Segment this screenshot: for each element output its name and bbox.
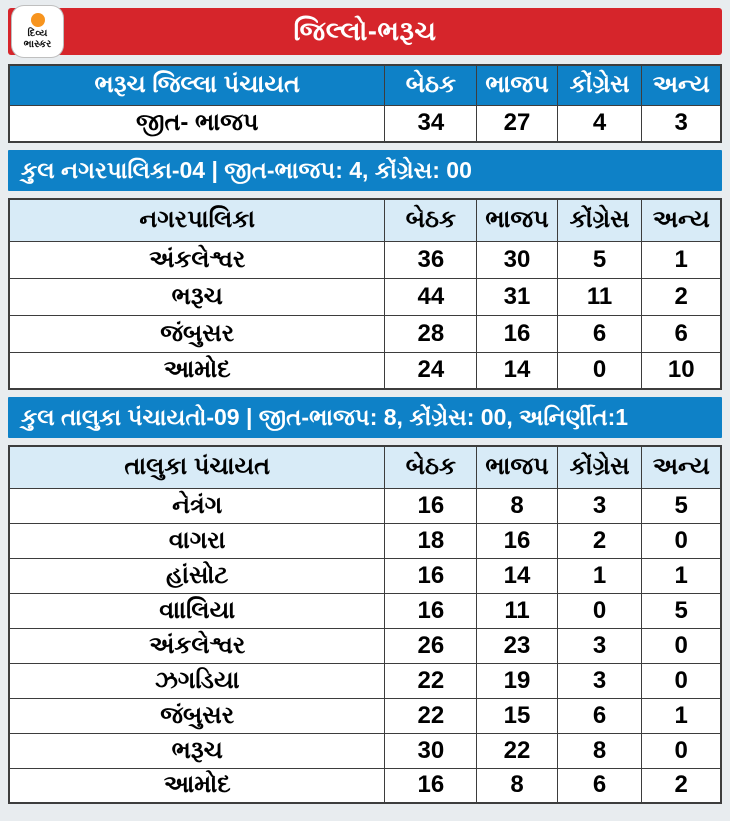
row-label: જીત- ભાજપ: [9, 105, 385, 142]
cell-seats: 22: [385, 698, 477, 733]
column-header-seats: બેઠક: [385, 199, 477, 241]
logo-text-line2: ભાસ્કર: [23, 38, 52, 50]
row-label: અંકલેશ્વર: [9, 628, 385, 663]
row-label: આમોદ: [9, 352, 385, 389]
cell-other: 2: [642, 768, 721, 803]
cell-congress: 5: [557, 241, 642, 278]
cell-other: 1: [642, 558, 721, 593]
cell-other: 5: [642, 593, 721, 628]
cell-bjp: 30: [477, 241, 557, 278]
district-table: [8, 64, 722, 143]
cell-other: 1: [642, 241, 721, 278]
column-header-bjp: ભાજપ: [477, 199, 557, 241]
cell-seats: 22: [385, 663, 477, 698]
table-row: [9, 628, 721, 663]
taluka-table: [8, 445, 722, 804]
cell-bjp: 16: [477, 315, 557, 352]
table-row: [9, 278, 721, 315]
column-header-congress: કોંગ્રેસ: [557, 65, 642, 105]
cell-bjp: 23: [477, 628, 557, 663]
row-label: વાગરા: [9, 523, 385, 558]
municipality-table-header-row: [9, 199, 721, 241]
cell-bjp: 15: [477, 698, 557, 733]
cell-bjp: 19: [477, 663, 557, 698]
cell-congress: 3: [557, 628, 642, 663]
taluka-summary-band: કુલ તાલુકા પંચાયતો-09 | જીત-ભાજપ: 8, કોંગ્રેસ: 00, અનિર્ણીત:1: [8, 397, 722, 438]
cell-seats: 34: [385, 105, 477, 142]
row-label: જંબુસર: [9, 698, 385, 733]
cell-bjp: 14: [477, 352, 557, 389]
row-label: ઝગડિયા: [9, 663, 385, 698]
column-header-bjp: ભાજપ: [477, 65, 557, 105]
column-header-seats: બેઠક: [385, 446, 477, 488]
cell-other: 10: [642, 352, 721, 389]
column-header-taluka: તાલુકા પંચાયત: [9, 446, 385, 488]
logo-text-line1: દિવ્ય: [27, 28, 48, 39]
table-row: [9, 768, 721, 803]
cell-other: 5: [642, 488, 721, 523]
cell-congress: 1: [557, 558, 642, 593]
table-row: [9, 593, 721, 628]
cell-congress: 6: [557, 698, 642, 733]
cell-congress: 3: [557, 663, 642, 698]
cell-other: 0: [642, 663, 721, 698]
cell-congress: 3: [557, 488, 642, 523]
column-header-congress: કોંગ્રેસ: [557, 446, 642, 488]
cell-congress: 6: [557, 315, 642, 352]
row-label: અંકલેશ્વર: [9, 241, 385, 278]
column-header-bjp: ભાજપ: [477, 446, 557, 488]
cell-seats: 18: [385, 523, 477, 558]
cell-other: 0: [642, 733, 721, 768]
table-row: [9, 488, 721, 523]
table-row: [9, 105, 721, 142]
cell-seats: 24: [385, 352, 477, 389]
cell-seats: 16: [385, 488, 477, 523]
municipality-table: [8, 198, 722, 390]
cell-bjp: 8: [477, 768, 557, 803]
cell-seats: 36: [385, 241, 477, 278]
page-title: જિલ્લો-ભરૂચ: [293, 15, 437, 46]
column-header-other: અન્ય: [642, 446, 721, 488]
cell-congress: 4: [557, 105, 642, 142]
row-label: નેત્રંગ: [9, 488, 385, 523]
row-label: આમોદ: [9, 768, 385, 803]
cell-seats: 44: [385, 278, 477, 315]
cell-other: 0: [642, 523, 721, 558]
cell-congress: 11: [557, 278, 642, 315]
cell-congress: 6: [557, 768, 642, 803]
column-header-other: અન્ય: [642, 65, 721, 105]
table-row: [9, 698, 721, 733]
cell-congress: 2: [557, 523, 642, 558]
cell-other: 6: [642, 315, 721, 352]
row-label: ભરૂચ: [9, 278, 385, 315]
cell-seats: 26: [385, 628, 477, 663]
cell-bjp: 11: [477, 593, 557, 628]
table-row: [9, 315, 721, 352]
cell-other: 3: [642, 105, 721, 142]
column-header-other: અન્ય: [642, 199, 721, 241]
column-header-municipality: નગરપાલિકા: [9, 199, 385, 241]
table-row: [9, 241, 721, 278]
taluka-table-header-row: [9, 446, 721, 488]
municipality-summary-band: કુલ નગરપાલિકા-04 | જીત-ભાજપ: 4, કોંગ્રેસ: 00: [8, 150, 722, 191]
cell-seats: 16: [385, 593, 477, 628]
cell-other: 0: [642, 628, 721, 663]
divya-bhaskar-logo: [11, 5, 64, 58]
cell-bjp: 16: [477, 523, 557, 558]
cell-bjp: 22: [477, 733, 557, 768]
cell-congress: 0: [557, 593, 642, 628]
row-label: હાંસોટ: [9, 558, 385, 593]
column-header-district-title: ભરૂચ જિલ્લા પંચાયત: [9, 65, 385, 105]
cell-bjp: 8: [477, 488, 557, 523]
cell-congress: 8: [557, 733, 642, 768]
table-row: [9, 663, 721, 698]
cell-bjp: 14: [477, 558, 557, 593]
row-label: જંબુસર: [9, 315, 385, 352]
column-header-congress: કોંગ્રેસ: [557, 199, 642, 241]
logo-sun-icon: [31, 13, 45, 27]
cell-bjp: 31: [477, 278, 557, 315]
cell-other: 1: [642, 698, 721, 733]
district-table-header-row: [9, 65, 721, 105]
cell-seats: 30: [385, 733, 477, 768]
table-row: [9, 523, 721, 558]
title-bar: [8, 8, 722, 55]
cell-other: 2: [642, 278, 721, 315]
cell-seats: 16: [385, 768, 477, 803]
cell-congress: 0: [557, 352, 642, 389]
cell-bjp: 27: [477, 105, 557, 142]
cell-seats: 28: [385, 315, 477, 352]
table-row: [9, 352, 721, 389]
table-row: [9, 558, 721, 593]
row-label: ભરૂચ: [9, 733, 385, 768]
row-label: વાાલિયા: [9, 593, 385, 628]
table-row: [9, 733, 721, 768]
column-header-seats: બેઠક: [385, 65, 477, 105]
cell-seats: 16: [385, 558, 477, 593]
